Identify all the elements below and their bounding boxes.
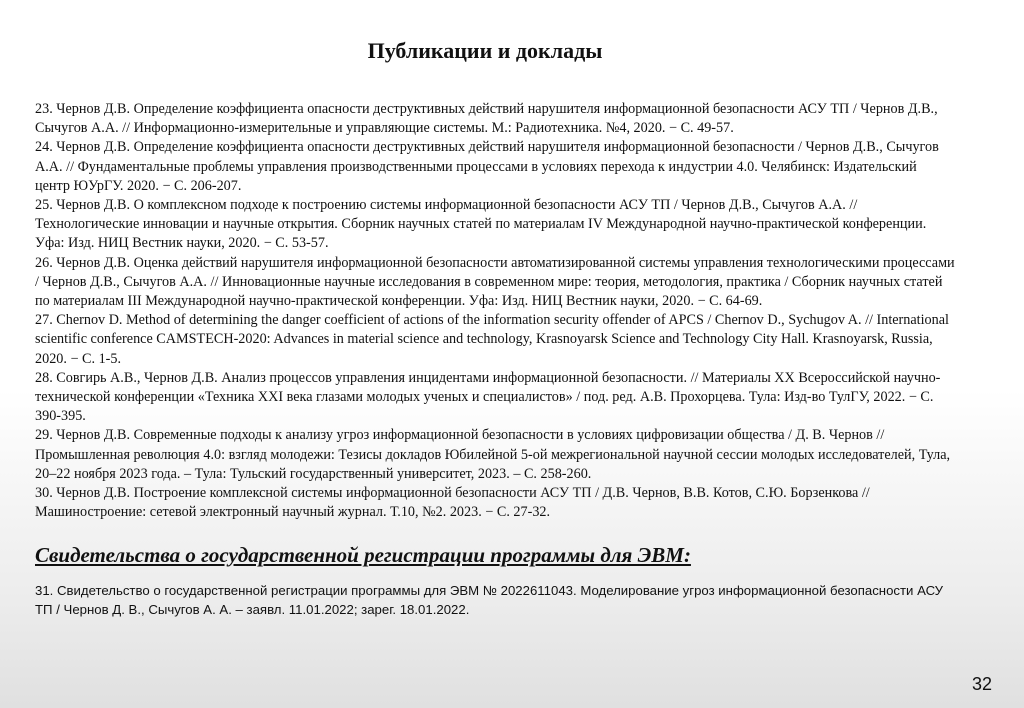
slide-title: Публикации и доклады xyxy=(367,38,603,63)
certificates-heading: Свидетельства о государственной регистрации программы для ЭВМ: xyxy=(35,543,691,567)
publication-item: 26. Чернов Д.В. Оценка действий нарушителя информационной безопасности автоматизированной системы управления технологическими процессами / Чернов Д.В., Сычугов А.А. // Инновационные научные исследования в современном мире: теория, методология, практика / Сборник научных статей по материалам III Международной научно-практической конференции. Уфа: Изд. НИЦ Вестник науки, 2020. − С. 64-69. xyxy=(35,254,955,310)
publication-item: 24. Чернов Д.В. Определение коэффициента опасности деструктивных действий нарушителя информационной безопасности / Чернов Д.В., Сычугов А.А. // Фундаментальные проблемы управления производственными процессами в условиях перехода к индустрии 4.0. Челябинск: Издательский центр ЮУрГУ. 2020. − С. 206-207. xyxy=(35,139,939,194)
publication-item: 25. Чернов Д.В. О комплексном подходе к построению системы информационной безопасности АСУ ТП / Чернов Д.В., Сычугов А.А. // Технологические инновации и научные открытия. Сборник научных статей по материалам IV Международной научно-практической конференции. Уфа: Изд. НИЦ Вестник науки, 2020. − С. 53-57. xyxy=(35,197,927,252)
publication-item: 23. Чернов Д.В. Определение коэффициента опасности деструктивных действий нарушителя информационной безопасности АСУ ТП / Чернов Д.В., Сычугов А.А. // Информационно-измерительные и управляющие системы. М.: Радиотехника. №4, 2020. − С. 49-57. xyxy=(35,101,938,137)
publication-item: 27. Chernov D. Method of determining the danger coefficient of actions of the information security offender of APCS / Chernov D., Sychugov A. // International scientific conference CAMSTECH-2020: Advances in material science and technology, Krasnoyarsk Science and Technology City Hall. Krasnoyarsk, Russia, 2020. − С. 1-5. xyxy=(35,312,949,367)
page-number: 32 xyxy=(972,674,993,694)
publication-item: 29. Чернов Д.В. Современные подходы к анализу угроз информационной безопасности в условиях цифровизации общества / Д. В. Чернов // Промышленная революция 4.0: взгляд молодежи: Тезисы докладов Юбилейной 5-ой межрегиональной научной сессии молодых исследователей, Тула, 20–22 ноября 2023 года. – Тула: Тульский государственный университет, 2023. – С. 258-260. xyxy=(35,427,951,482)
publication-item: 30. Чернов Д.В. Построение комплексной системы информационной безопасности АСУ ТП / Д.В. Чернов, В.В. Котов, С.Ю. Борзенкова // Машиностроение: сетевой электронный научный журнал. Т.10, №2. 2023. − С. 27-32. xyxy=(35,485,870,521)
certificate-item: 31. Свидетельство о государственной регистрации программы для ЭВМ № 2022611043. Моделирование угроз информационной безопасности АСУ ТП / Чернов Д. В., Сычугов А. А. – заявл. 11.01.2022; зарег. 18.01.2022. xyxy=(35,583,944,617)
publication-item: 28. Совгирь А.В., Чернов Д.В. Анализ процессов управления инцидентами информационной безопасности. // Материалы XX Всероссийской научно-технической конференции «Техника XXI века глазами молодых ученых и специалистов» / под. ред. А.В. Прохорцева. Тула: Изд-во ТулГУ, 2022. − С. 390-395. xyxy=(35,369,941,425)
publications-list xyxy=(35,100,955,522)
